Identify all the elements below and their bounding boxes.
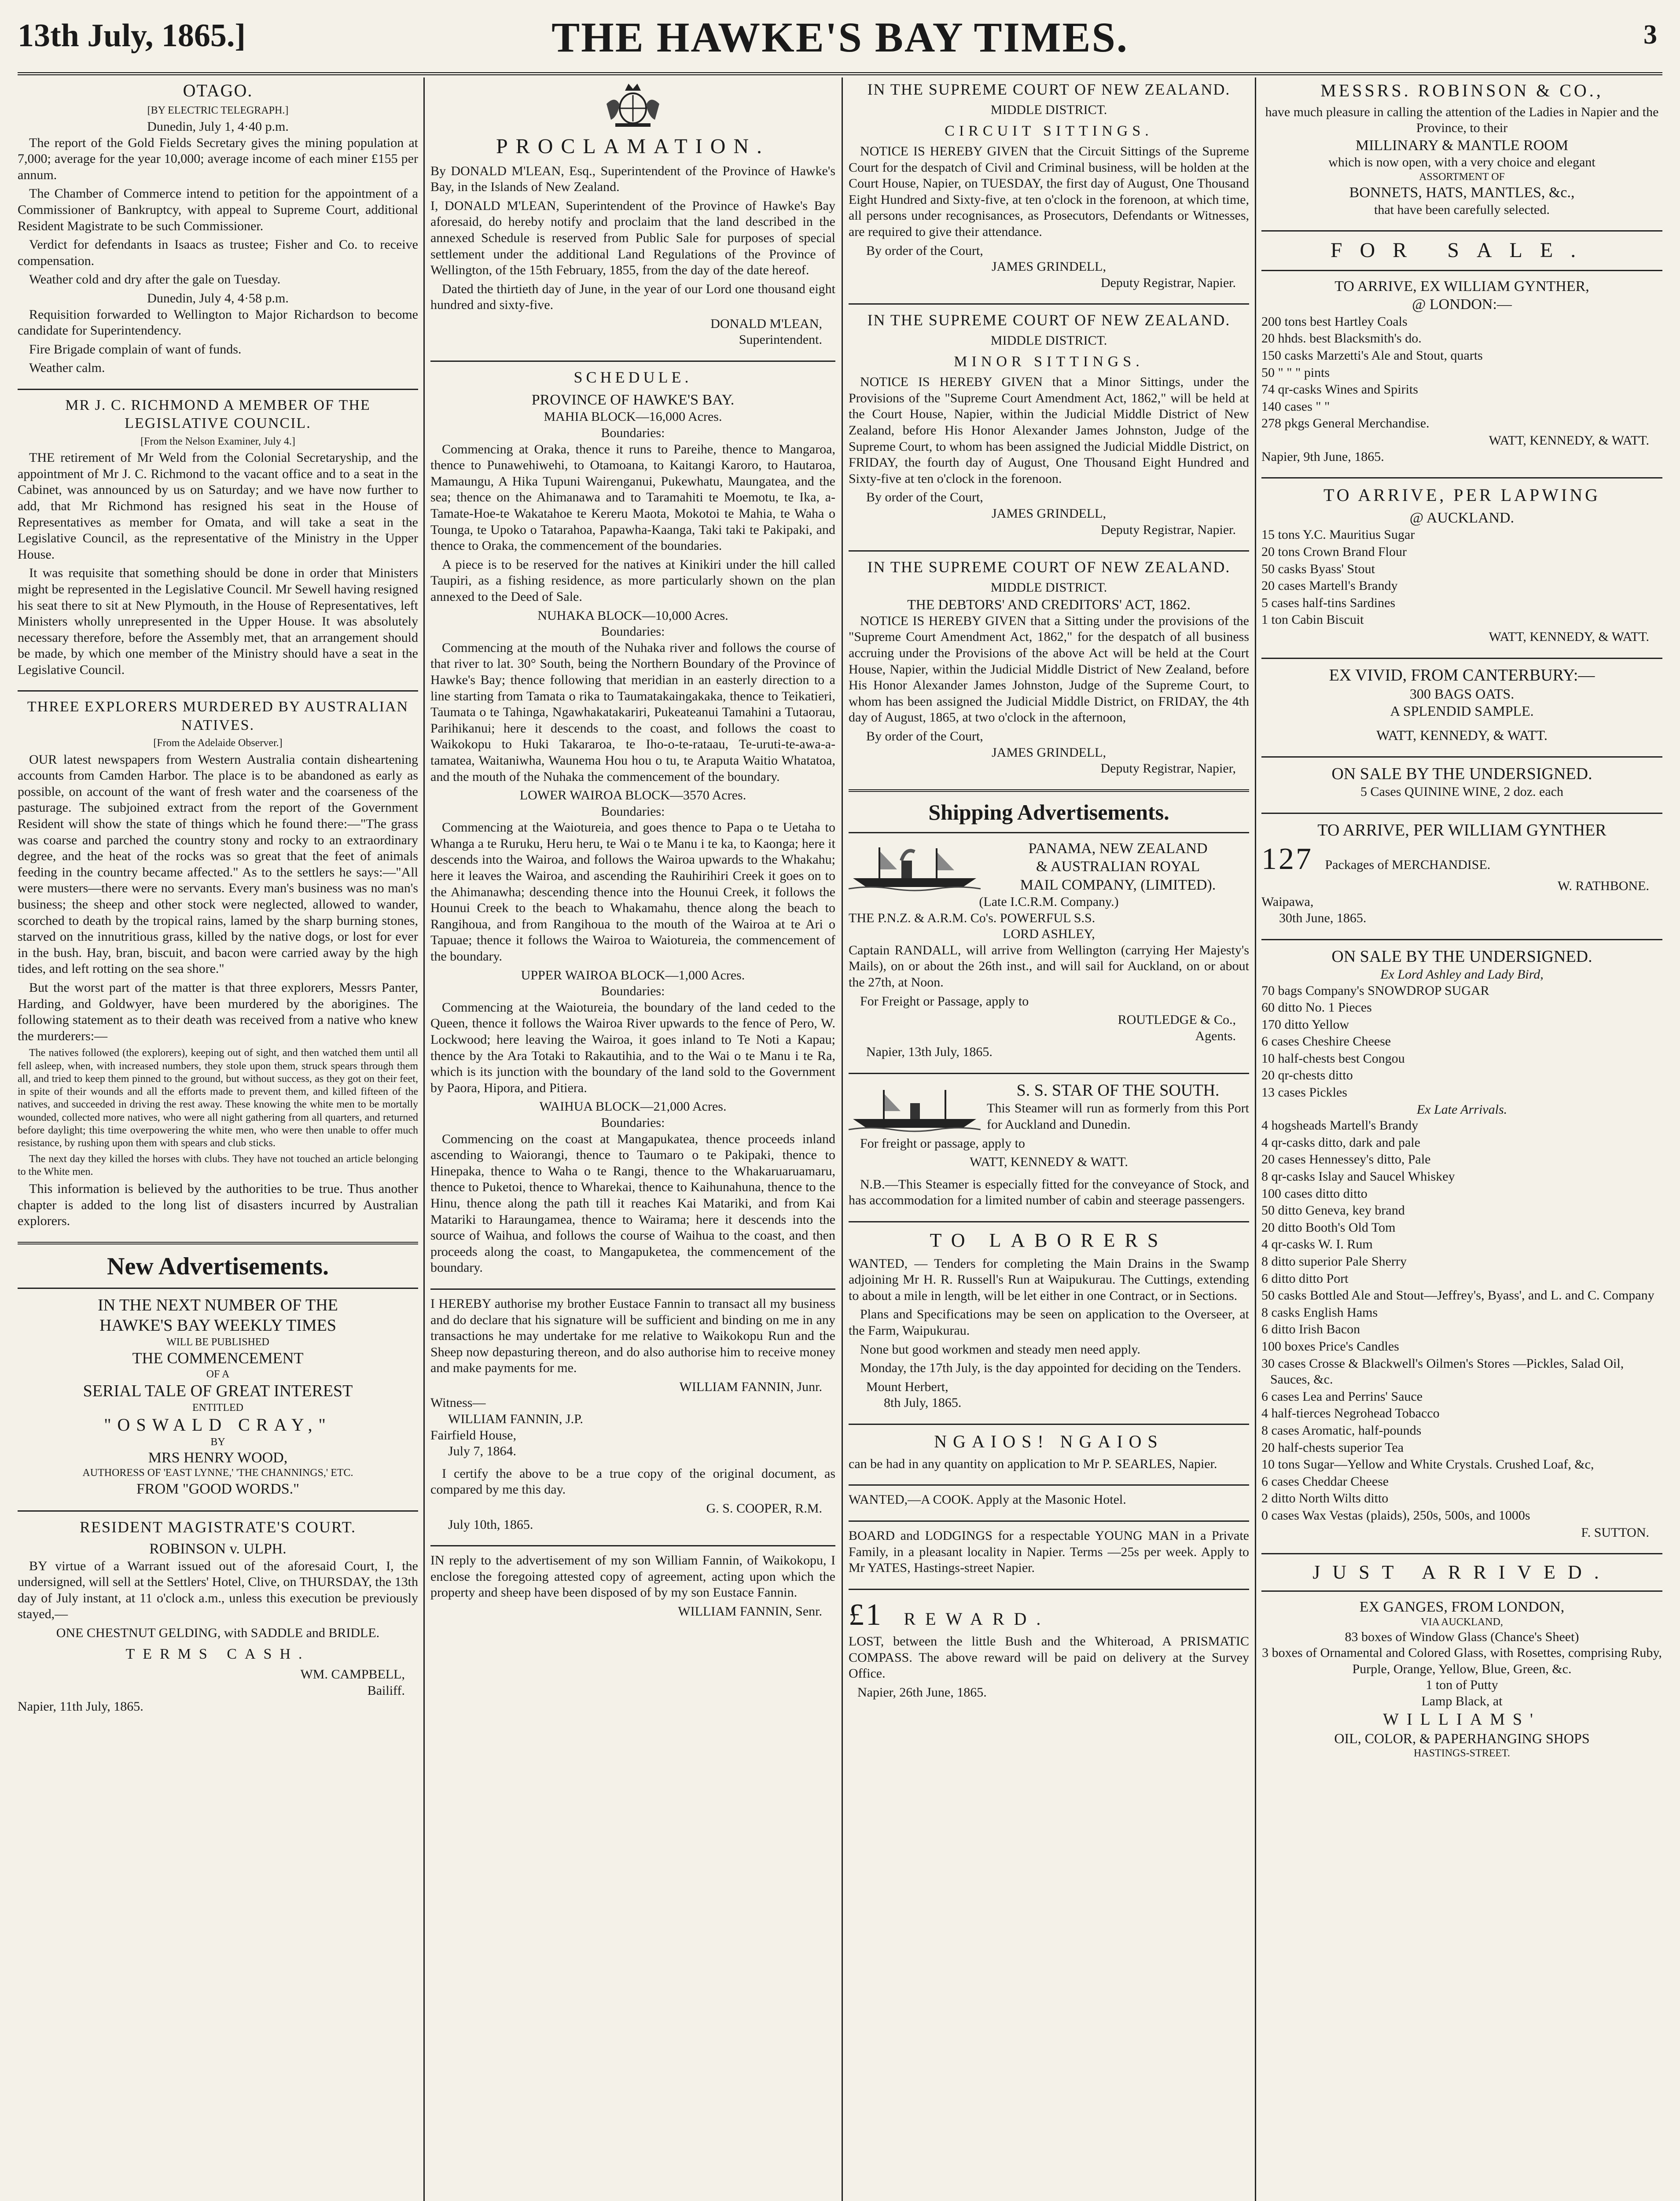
notice-minor-sittings (849, 311, 1249, 538)
byline: [BY ELECTRIC TELEGRAPH.] (147, 104, 289, 116)
item-list (1261, 314, 1662, 432)
schedule (430, 368, 835, 1276)
ad-title: RESIDENT MAGISTRATE'S COURT. (79, 1518, 357, 1536)
list-item: 20 ditto Booth's Old Tom (1261, 1220, 1396, 1235)
paragraph: Captain RANDALL, will arrive from Wellington (carrying Her Majesty's Mails), on or about the 26th inst., and will sail for Auckland, on or about the 27th, at Noon. (849, 942, 1249, 990)
list-item: 20 qr-chests ditto (1261, 1068, 1353, 1083)
order-line: By order of the Court, (866, 729, 983, 743)
list-item: 0 cases Wax Vestas (plaids), 250s, 500s, and 1000s (1261, 1508, 1530, 1523)
list-item: 8 casks English Hams (1261, 1305, 1378, 1320)
ad-date: 30th June, 1865. (1279, 910, 1367, 925)
ad-date: Napier, 11th July, 1865. (18, 1699, 143, 1714)
list-item: 15 tons Y.C. Mauritius Sugar (1261, 527, 1415, 542)
boundaries-label: Boundaries: (601, 1115, 665, 1130)
ad-title: TO ARRIVE, PER LAPWING (1323, 485, 1601, 505)
list-item: 4 qr-casks W. I. Rum (1261, 1237, 1373, 1252)
list-item: 20 hhds. best Blacksmith's do. (1261, 331, 1422, 346)
ad-reward (849, 1596, 1249, 1701)
list-item: 278 pkgs General Merchandise. (1261, 416, 1430, 431)
paragraph: By DONALD M'LEAN, Esq., Superintendent of the Province of Hawke's Bay, in the Islands of New Zealand. (430, 163, 835, 195)
paragraph: Weather calm. (29, 361, 105, 375)
ad-title: NGAIOS! NGAIOS (934, 1431, 1164, 1451)
ad-title: JUST ARRIVED. (1312, 1561, 1611, 1583)
steamship-icon (849, 1084, 981, 1132)
ad-line: (Late I.C.R.M. Company.) (979, 894, 1119, 909)
ad-line: PANAMA, NEW ZEALAND (1028, 840, 1208, 857)
paragraph: This information is believed by the authorities to be true. Thus another chapter is added to the long list of disasters incurred by Australian explorers. (18, 1181, 418, 1229)
divider (1261, 813, 1662, 814)
section-title: New Advertisements. (107, 1252, 329, 1280)
paragraph: Dated the thirtieth day of June, in the year of our Lord one thousand eight hundred and sixty-five. (430, 281, 835, 313)
list-item: 50 ditto Geneva, key brand (1261, 1203, 1405, 1218)
ad-line: that have been carefully selected. (1374, 202, 1550, 217)
notice-title: IN THE SUPREME COURT OF NEW ZEALAND. (867, 311, 1231, 329)
order-line: By order of the Court, (866, 490, 983, 505)
ad-line: "OSWALD CRAY," (104, 1414, 332, 1435)
signature: G. S. COOPER, R.M. (706, 1501, 822, 1516)
paragraph: Commencing at the Waiotureia, the boundary of the land ceded to the Queen, thence it follows the Wairoa River upwards to the fence of Pero, W. Lockwood; here leaving the Wairoa, it goes inland to Te Noti a Kapau; thence by the Ara Totaki to Rakautihia, and to the Wai o te Manu i te Ra, which is its junction with the boundary of the land sold to the Government by Paora, Hipora, and Pitiera. (430, 1000, 835, 1095)
list-item: 6 cases Cheddar Cheese (1261, 1474, 1389, 1489)
section-title: Shipping Advertisements. (928, 799, 1169, 824)
ad-title: S. S. STAR OF THE SOUTH. (1016, 1081, 1220, 1100)
proclamation (430, 77, 835, 348)
list-item: 30 cases Crosse & Blackwell's Oilmen's Stores —Pickles, Salad Oil, Sauces, &c. (1261, 1356, 1624, 1387)
ad-line: @ AUCKLAND. (1409, 510, 1515, 526)
newspaper-title: THE HAWKE'S BAY TIMES. (551, 14, 1129, 61)
dateline: Dunedin, July 1, 4·40 p.m. (147, 119, 289, 134)
signature: JAMES GRINDELL, (992, 259, 1106, 274)
ad-title: REWARD. (904, 1608, 1051, 1629)
divider (1261, 477, 1662, 478)
divider (1261, 939, 1662, 940)
ad-line: HAWKE'S BAY WEEKLY TIMES (99, 1316, 336, 1335)
divider (18, 1242, 418, 1244)
paragraph: Verdict for defendants in Isaacs as trustee; Fisher and Co. to receive compensation. (18, 237, 418, 268)
ad-line: EX GANGES, FROM LONDON, (1359, 1598, 1565, 1615)
source-line: [From the Adelaide Observer.] (153, 737, 283, 749)
ad-title: ON SALE BY THE UNDERSIGNED. (1331, 765, 1592, 784)
notice-subtitle: CIRCUIT SITTINGS. (945, 122, 1153, 139)
list-item: 50 casks Byass' Stout (1261, 561, 1375, 576)
ad-line: IN THE NEXT NUMBER OF THE (98, 1296, 338, 1315)
divider (1261, 1590, 1662, 1592)
ad-line: Packages of MERCHANDISE. (1325, 858, 1491, 872)
block-title: UPPER WAIROA BLOCK—1,000 Acres. (521, 968, 745, 983)
paragraph: For Freight or Passage, apply to (860, 994, 1029, 1008)
list-item: 8 cases Aromatic, half-pounds (1261, 1423, 1422, 1438)
signature: JAMES GRINDELL, (992, 506, 1106, 521)
paragraph: WANTED, — Tenders for completing the Main Drains in the Swamp adjoining Mr H. R. Russell's Run at Waipukurau. The Cuttings, extending to about a mile in length, will be let either in one Contract, or in Sections. (849, 1256, 1249, 1303)
divider (18, 1288, 418, 1289)
ad-for-sale (1261, 238, 1662, 465)
date: July 10th, 1865. (448, 1517, 533, 1532)
signature: WATT, KENNEDY, & WATT. (1489, 629, 1649, 644)
paragraph: I certify the above to be a true copy of the original document, as compared by me this day. (430, 1466, 835, 1497)
signature: ROUTLEDGE & Co., (1118, 1012, 1236, 1027)
notice-subtitle: THE DEBTORS' AND CREDITORS' ACT, 1862. (907, 596, 1191, 612)
list-item: 50 casks Bottled Ale and Stout—Jeffrey's, Byass', and L. and C. Company (1261, 1288, 1654, 1303)
list-item: 1 ton Cabin Biscuit (1261, 612, 1364, 627)
paragraph: N.B.—This Steamer is especially fitted for the conveyance of Stock, and has accommodation for a limited number of cabin and steerage passengers. (849, 1177, 1249, 1208)
article-otago (18, 80, 418, 376)
witness-label: Witness— (430, 1395, 486, 1410)
ad-laborers (849, 1229, 1249, 1411)
paragraph: IN reply to the advertisement of my son William Fannin, of Waikokopu, I enclose the foregoing attested copy of agreement, acting upon which the property and sheep have been disposed of by my son Eustace Fannin. (430, 1553, 835, 1600)
ad-line: TERMS CASH. (125, 1645, 310, 1662)
item-list (1261, 527, 1662, 628)
block-title: NUHAKA BLOCK—10,000 Acres. (537, 608, 728, 623)
ad-fannin-reply (430, 1553, 835, 1619)
divider (849, 832, 1249, 833)
divider (430, 1288, 835, 1290)
column-2 (430, 77, 835, 2201)
place: Waipawa, (1261, 894, 1314, 909)
ad-vivid (1261, 665, 1662, 744)
paragraph: can be had in any quantity on application to Mr P. SEARLES, Napier. (849, 1456, 1217, 1471)
ad-line: which is now open, with a very choice and elegant (1328, 155, 1595, 170)
ad-resident-magistrate (18, 1518, 418, 1715)
ad-line: VIA AUCKLAND, (1421, 1616, 1503, 1628)
list-item: 4 half-tierces Negrohead Tobacco (1261, 1406, 1440, 1421)
signature: WILLIAM FANNIN, Senr. (678, 1604, 822, 1619)
divider (849, 1424, 1249, 1425)
divider (18, 389, 418, 390)
paragraph: I, DONALD M'LEAN, Superintendent of the Province of Hawke's Bay aforesaid, do hereby notify and proclaim that the land described in the annexed Schedule is reserved from Public Sale for purposes of special settlement under the additional Land Regulations of the Province of Wellington, of the 15th February, 1855, from the day of the date hereof. (430, 198, 835, 278)
package-count: 127 (1261, 842, 1313, 876)
signature: F. SUTTON. (1581, 1525, 1649, 1540)
paragraph: Commencing at the Waiotureia, and goes thence to Papa o te Uetaha to Whanga a te Ruruku, Heru heru, te Wai o te Manu i te ka, to Kaonga; here it descends into the Wairoa, and follows the Wairoa upwards to the Whakahu; here it leaves the Wairoa, and ascending the Rauhirihiri Creek it goes on to the Ahimanawha; descending thence into the Hounui Creek, it follows the Hounui Creek to the beach to Whakamahu, thence along the beach to Rangihoua, and from Rangihoua to the mouth of the Wairoa at te Ari o Tapuae; thence it follows the Wairoa to Waiotureia, the commencement of the boundary. (430, 820, 835, 964)
column-3 (849, 77, 1249, 2201)
list-item: 2 ditto North Wilts ditto (1261, 1491, 1389, 1506)
ad-gynther (1261, 820, 1662, 927)
ad-line: BY (210, 1436, 225, 1448)
ad-fannin-authority (430, 1296, 835, 1533)
article-title: THREE EXPLORERS MURDERED BY AUSTRALIAN NATIVES. (27, 699, 409, 733)
ad-line: 3 boxes of Ornamental and Colored Glass, with Rosettes, comprising Ruby, Purple, Orange, Yellow, Blue, Green, &c. (1262, 1645, 1662, 1676)
notice-subtitle: MINOR SITTINGS. (954, 353, 1144, 370)
ad-line: ASSORTMENT OF (1419, 171, 1505, 183)
ad-williams (1261, 1561, 1662, 1760)
paragraph: Monday, the 17th July, is the day appointed for deciding on the Tenders. (860, 1361, 1241, 1376)
column-4 (1261, 77, 1662, 2201)
list-item: 74 qr-casks Wines and Spirits (1261, 382, 1418, 397)
source-line: [From the Nelson Examiner, July 4.] (140, 435, 295, 447)
page-number: 3 (1643, 20, 1657, 50)
ad-line: BONNETS, HATS, MANTLES, &c., (1349, 184, 1575, 201)
column-rule (842, 77, 843, 2201)
list-item: 8 qr-casks Islay and Saucel Whiskey (1261, 1169, 1455, 1184)
ad-line: HASTINGS-STREET. (1414, 1747, 1510, 1759)
list-item: 100 boxes Price's Candles (1261, 1339, 1399, 1354)
paragraph: None but good workmen and steady men need apply. (860, 1342, 1141, 1357)
list-item: 6 cases Lea and Perrins' Sauce (1261, 1389, 1423, 1404)
proclamation-title: PROCLAMATION. (496, 135, 770, 158)
list-item: 20 tons Crown Brand Flour (1261, 545, 1407, 559)
list-item: 20 cases Martell's Brandy (1261, 578, 1398, 593)
list-item: 10 tons Sugar—Yellow and White Crystals. Crushed Loaf, &c, (1261, 1457, 1594, 1472)
divider (849, 1073, 1249, 1074)
divider (849, 550, 1249, 552)
ad-line: FROM "GOOD WORDS." (136, 1480, 299, 1497)
column-1 (18, 77, 418, 2201)
reward-amount: £1 (849, 1597, 883, 1632)
signature: WATT, KENNEDY, & WATT. (1376, 727, 1548, 743)
ad-line: WILLIAMS' (1383, 1710, 1541, 1729)
divider (18, 690, 418, 692)
ad-star-of-south (849, 1080, 1249, 1209)
ad-line: TO ARRIVE, EX WILLIAM GYNTHER, (1334, 278, 1589, 294)
block-title: MAHIA BLOCK—16,000 Acres. (544, 409, 722, 424)
paragraph: LOST, between the little Bush and the Whiteroad, A PRISMATIC COMPASS. The above reward will be paid on delivery at the Survey Office. (849, 1634, 1249, 1681)
item-list (1261, 1118, 1662, 1524)
ad-lapwing (1261, 485, 1662, 645)
article-title: OTAGO. (183, 81, 253, 100)
district: MIDDLE DISTRICT. (990, 333, 1107, 348)
divider (849, 303, 1249, 305)
list-item: 8 ditto superior Pale Sherry (1261, 1254, 1407, 1269)
divider (1261, 756, 1662, 758)
notice-title: IN THE SUPREME COURT OF NEW ZEALAND. (867, 81, 1231, 98)
list-item: 200 tons best Hartley Coals (1261, 314, 1408, 329)
date: 8th July, 1865. (884, 1395, 962, 1410)
signature: Deputy Registrar, Napier, (1100, 761, 1236, 776)
ad-line: MAIL COMPANY, (LIMITED). (1020, 876, 1216, 893)
ad-line: MILLINARY & MANTLE ROOM (1355, 137, 1569, 154)
paragraph: The report of the Gold Fields Secretary gives the mining population at 7,000; average for the year 10,000; average income of each miner £155 per annum. (18, 135, 418, 182)
block-title: LOWER WAIROA BLOCK—3570 Acres. (519, 788, 746, 803)
list-item: 20 half-chests superior Tea (1261, 1440, 1404, 1455)
list-item: 50 " " " pints (1261, 365, 1330, 380)
ad-line: 1 ton of Putty (1426, 1678, 1498, 1693)
paragraph: BOARD and LODGINGS for a respectable YOUNG MAN in a Private Family, in a pleasant locality in Napier. Terms —25s per week. Apply to Mr YATES, Hastings-street Napier. (849, 1528, 1249, 1575)
ad-line: @ LONDON:— (1412, 296, 1512, 313)
ad-line: ONE CHESTNUT GELDING, with SADDLE and BRIDLE. (56, 1625, 380, 1640)
ad-line: OIL, COLOR, & PAPERHANGING SHOPS (1334, 1730, 1590, 1746)
article-explorers (18, 698, 418, 1229)
ad-line: THE P.N.Z. & A.R.M. Co's. POWERFUL S.S. (849, 910, 1095, 925)
issue-date: 13th July, 1865.] (18, 18, 246, 54)
ad-robinson (1261, 80, 1662, 218)
ad-title: TO ARRIVE, PER WILLIAM GYNTHER (1317, 821, 1606, 840)
steamship-icon (849, 843, 981, 891)
paragraph: Commencing on the coast at Mangapukatea, thence proceeds inland ascending to Waiorangi, thence to Taumaro o te Pakipaki, thence to Hinepaka, thence to Waha o te Rangi, thence to the Whakaruaruamaru, thence to Puketoi, thence to Wharekai, thence to Kaihunahuna, thence to the Hinu, thence along the path till it reaches Kai Matariki, and from Kai Matariki to Haraungamea, thence to Wairama; here it descends into the source of Waihua, and follows the course of Waihua to the coast, and then proceeds along the coast, to Mangapuketea, the commencement of the boundary. (430, 1131, 835, 1275)
ad-line: LORD ASHLEY, (1003, 927, 1095, 942)
ad-line: Ex Lord Ashley and Lady Bird, (1380, 967, 1544, 982)
paragraph: This Steamer will run as formerly from this Port for Auckland and Dunedin. (987, 1101, 1249, 1132)
ad-title: FOR SALE. (1330, 239, 1594, 262)
list-item: 20 cases Hennessey's ditto, Pale (1261, 1152, 1431, 1167)
ad-line: 5 Cases QUININE WINE, 2 doz. each (1360, 784, 1563, 799)
block-title: WAIHUA BLOCK—21,000 Acres. (539, 1099, 727, 1114)
divider (849, 1589, 1249, 1590)
ad-line: have much pleasure in calling the attention of the Ladies in Napier and the Province, to their (1265, 104, 1659, 136)
date: July 7, 1864. (448, 1444, 517, 1459)
list-item: 4 hogsheads Martell's Brandy (1261, 1118, 1419, 1133)
notice-title: IN THE SUPREME COURT OF NEW ZEALAND. (867, 558, 1231, 576)
schedule-province: PROVINCE OF HAWKE'S BAY. (531, 391, 735, 408)
schedule-title: SCHEDULE. (573, 368, 692, 386)
paragraph: BY virtue of a Warrant issued out of the aforesaid Court, I, the undersigned, will sell at the Settlers' Hotel, Clive, on THURSDAY, the 13th day of July instant, at 11 o'clock a.m., unless this execution be previously stayed,— (18, 1558, 418, 1622)
paragraph: The natives followed (the explorers), keeping out of sight, and then watched them until all fell asleep, when, with increased numbers, they stole upon them, struck spears through them all, and tried to keep them pinned to the ground, but without success, as they got on their feet, in spite of their wounds and all the efforts made to prevent them, and killed fifteen of the natives, and succeeded in driving the rest away. These knowing the white men to be mortally wounded, collected more natives, who were all night gathering from all quarters, and returned before daylight; this time overpowering the white men, who were then unable to offer much resistance, by rushing upon them with spears and club sticks. (18, 1047, 418, 1149)
paragraph: Requisition forwarded to Wellington to Major Richardson to become candidate for Superintendency. (18, 307, 418, 338)
ad-line: SERIAL TALE OF GREAT INTEREST (83, 1382, 353, 1401)
signature: Superintendent. (739, 332, 822, 347)
place: Fairfield House, (430, 1428, 516, 1443)
masthead (18, 6, 1662, 75)
paragraph: Fire Brigade complain of want of funds. (29, 342, 242, 357)
divider (849, 1484, 1249, 1486)
signature: DONALD M'LEAN, (710, 316, 822, 331)
ad-quinine (1261, 764, 1662, 800)
ad-title: ON SALE BY THE UNDERSIGNED. (1331, 947, 1592, 966)
signature: Deputy Registrar, Napier. (1100, 275, 1236, 290)
paragraph: For freight or passage, apply to (860, 1136, 1025, 1151)
paragraph: WANTED,—A COOK. Apply at the Masonic Hotel. (849, 1492, 1126, 1507)
ad-line: ROBINSON v. ULPH. (149, 1541, 287, 1557)
paragraph: I HEREBY authorise my brother Eustace Fannin to transact all my business and do declare that his signature will be sufficient and binding on me in any transactions he may undertake for me relative to Waikokopu Run and the Sheep now depasturing thereon, and do also authorise him to receive money and make payments for me. (430, 1296, 835, 1376)
paragraph: OUR latest newspapers from Western Australia contain disheartening accounts from Camden Harbor. The place is to be abandoned as early as possible, on account of the want of fresh water and the coarseness of the pasturage. The subjoined extract from the report of the Government Resident will show the state of things which he found there:—"The grass was coarse and parched the country stony and rocky to an extraordinary degree, and the heat of the rocks was so great that the feet of animals feeding in the country became affected." As to the settlers he says:—"All were musters—there were no servants. Every man's business was no man's business; the sheep and other stock were neglected, allowed to wander, scorched to death by the tropical rains, lamed by the sharp burning stones, starved on the innutritious grass, killed by the native dogs, or lost for ever in the bush. Hay, bran, biscuit, and bacon were carried away by the high tides, and left rotting on the sea shore." (18, 752, 418, 976)
boundaries-label: Boundaries: (601, 984, 665, 999)
divider (18, 1510, 418, 1512)
ad-title: MESSRS. ROBINSON & CO., (1320, 81, 1603, 100)
signature: W. RATHBONE. (1557, 878, 1649, 893)
signature: WILLIAM FANNIN, Junr. (679, 1379, 822, 1394)
list-item: 6 ditto ditto Port (1261, 1271, 1349, 1286)
boundaries-label: Boundaries: (601, 624, 665, 639)
ad-title: TO LABORERS (930, 1229, 1168, 1251)
ad-ngaios (849, 1431, 1249, 1472)
list-item: 10 half-chests best Congou (1261, 1051, 1405, 1066)
paragraph: Commencing at the mouth of the Nuhaka river and follows the course of that river to lat. 30° South, being the Northern Boundary of the Province of Hawke's Bay; thence following that meridian in an easterly direction to a line starting from Tamata o rika to Taumatakaingakaka, thence to Teikatieri, Taumata o te Tahinga, Ngawhakatakariri, Pukeateanui Tamahini a Tutaorau, Parihikanui; here it descends to the coast, and follows the coast to Waikokopu to Huki Takararoa, te Iho-o-te-rataau, Te-uruti-te-awa-a-tamatea, Waitaniwha, Waunema Hou hou o tu, te Araputa Waitio Whatatoa, and the mouth of the Nuhaka the commencement of the boundary. (430, 640, 835, 784)
ad-line: Lamp Black, at (1421, 1693, 1503, 1708)
ad-date: Napier, 13th July, 1865. (866, 1045, 993, 1060)
ad-board-lodging (849, 1528, 1249, 1576)
signature: Bailiff. (367, 1683, 405, 1698)
ad-line: & AUSTRALIAN ROYAL (1036, 858, 1200, 875)
list-item: 170 ditto Yellow (1261, 1017, 1349, 1032)
list-item: 150 casks Marzetti's Ale and Stout, quarts (1261, 348, 1483, 363)
paragraph: Commencing at Oraka, thence it runs to Pareihe, thence to Mangaroa, thence to Punawehiwehi, to Otamoana, to Kaitangi Karoro, to Hautaroa, Mamaungu, A Hika Tupuni Wairenganui, Pukewhatu, Maungatea, and the sea; thence on the Ahimanawa and to Taramahiti te Moemotu, te Ika, a-Tamate-Hoe-te Wakatahoe te Kereru Maota, Mokotoi te Mahia, te Waha o Tounga, te Upoko o Tatarahoa, Papawha-Kaanga, Taki taki te Pakipaki, and thence to Oraka, the commencement of the boundaries. (430, 442, 835, 553)
notice-debtors-creditors (849, 558, 1249, 777)
signature: WM. CAMPBELL, (300, 1667, 405, 1682)
ad-line: THE COMMENCEMENT (132, 1349, 304, 1367)
paragraph: The Chamber of Commerce intend to petition for the appointment of a Commissioner of Bankruptcy, with appeal to Supreme Court, additional Resident Magistrate to be such Commissioner. (18, 186, 418, 233)
divider (1261, 1553, 1662, 1554)
ad-line: ENTITLED (192, 1402, 243, 1413)
ad-cook (849, 1492, 1249, 1508)
list-item: 4 qr-casks ditto, dark and pale (1261, 1135, 1420, 1150)
royal-crest-icon (598, 77, 668, 130)
article-title: MR J. C. RICHMOND A MEMBER OF THE LEGISLATIVE COUNCIL. (65, 397, 371, 432)
paragraph: NOTICE IS HEREBY GIVEN that a Sitting under the provisions of the "Supreme Court Amendment Act, 1862," for the despatch of all business accruing under the Provisions of the above Act will be held at the Court House, Napier, within the Judicial Middle District of New Zealand, before His Honor Alexander James Johnston, Judge of the Supreme Court, to whom has been assigned the Judicial Middle District, on FRIDAY, the 4th day of August, 1865, at two o'clock in the afternoon, (849, 613, 1249, 725)
signature: Agents. (1195, 1028, 1236, 1043)
article-richmond (18, 396, 418, 678)
ad-line: MRS HENRY WOOD, (148, 1449, 288, 1466)
paragraph: NOTICE IS HEREBY GIVEN that a Minor Sittings, under the Provisions of the "Supreme Court Amendment Act, 1862," will be held at the Court House, Napier, within the Judicial Middle District of New Zealand, before His Honor Alexander James Johnston, Judge of the Supreme Court, to whom has been assigned the Judicial Middle District, on FRIDAY, the fourth day of August, One Thousand Eight Hundred and Sixty-five at ten o'clock in the forenoon. (849, 375, 1249, 486)
ad-panama-mail (849, 839, 1249, 1060)
signature: WATT, KENNEDY & WATT. (970, 1155, 1128, 1170)
paragraph: Plans and Specifications may be seen on application to the Overseer, at the Farm, Waipukurau. (849, 1307, 1249, 1338)
paragraph: NOTICE IS HEREBY GIVEN that the Circuit Sittings of the Supreme Court for the despatch of Civil and Criminal business, will be holden at the Court House, Napier, on TUESDAY, the first day of August, One Thousand Eight Hundred and Sixty-five, at ten o'clock in the forenoon, at which time, all persons under recognisances, as Prosecutors, Defendants or Witnesses, are required to give their attendance. (849, 144, 1249, 239)
item-list (1261, 983, 1662, 1101)
ad-line: AUTHORESS OF 'EAST LYNNE,' 'THE CHANNINGS,' ETC. (82, 1467, 353, 1479)
divider (1261, 658, 1662, 659)
divider (1261, 270, 1662, 271)
ad-line: A SPLENDID SAMPLE. (1390, 703, 1534, 719)
ad-line: WILL BE PUBLISHED (166, 1336, 269, 1348)
divider (849, 1221, 1249, 1222)
witness-name: WILLIAM FANNIN, J.P. (448, 1412, 583, 1427)
ad-date: Napier, 26th June, 1865. (857, 1685, 987, 1700)
signature: WATT, KENNEDY, & WATT. (1489, 433, 1649, 448)
district: MIDDLE DISTRICT. (990, 580, 1107, 595)
boundaries-label: Boundaries: (601, 804, 665, 819)
list-item: 5 cases half-tins Sardines (1261, 595, 1396, 610)
dateline: Dunedin, July 4, 4·58 p.m. (147, 291, 289, 305)
signature: JAMES GRINDELL, (992, 745, 1106, 760)
order-line: By order of the Court, (866, 243, 983, 258)
paragraph: Weather cold and dry after the gale on Tuesday. (29, 272, 281, 287)
boundaries-label: Boundaries: (601, 426, 665, 441)
list-item: 6 cases Cheshire Cheese (1261, 1034, 1391, 1049)
ad-line: 300 BAGS OATS. (1409, 685, 1515, 702)
paragraph: But the worst part of the matter is that three explorers, Messrs Panter, Harding, and Goldwyer, have been murdered by the aborigines. The following statement as to their death was received from a native who knew the murderers:— (18, 980, 418, 1043)
place: Mount Herbert, (866, 1379, 948, 1394)
divider (849, 789, 1249, 792)
ad-line: OF A (206, 1369, 230, 1380)
divider (849, 1520, 1249, 1522)
list-item: 13 cases Pickles (1261, 1085, 1347, 1100)
divider (430, 361, 835, 362)
ad-date: Napier, 9th June, 1865. (1261, 449, 1384, 464)
list-item: 6 ditto Irish Bacon (1261, 1322, 1360, 1337)
divider (1261, 230, 1662, 232)
column-rule (423, 77, 425, 2201)
list-item: 140 cases " " (1261, 399, 1330, 414)
list-item: 70 bags Company's SNOWDROP SUGAR (1261, 983, 1489, 998)
divider (430, 1545, 835, 1546)
list-item: 100 cases ditto ditto (1261, 1186, 1368, 1201)
ad-line: 83 boxes of Window Glass (Chance's Sheet) (1345, 1629, 1579, 1644)
column-rule (1255, 77, 1256, 2201)
ad-serial-tale (18, 1295, 418, 1498)
ad-sutton (1261, 946, 1662, 1541)
paragraph: A piece is to be reserved for the natives at Kinikiri under the hill called Taupiri, as a fishing residence, as more particularly shown on the plan annexed to the Deed of Sale. (430, 557, 835, 604)
paragraph: THE retirement of Mr Weld from the Colonial Secretaryship, and the appointment of Mr J. C. Richmond to the vacant office and to a seat in the Cabinet, was announced by us on Saturday; and we have now further to add, that Mr Richmond has resigned his seat in the House of Representatives as member for Omata, and will take a seat in the Legislative Council, as the representative of the Ministry in the Upper House. (18, 450, 418, 562)
notice-circuit-sittings (849, 80, 1249, 291)
paragraph: The next day they killed the horses with clubs. They have not touched an article belonging to the White men. (18, 1153, 418, 1178)
list-item: 60 ditto No. 1 Pieces (1261, 1000, 1372, 1015)
ad-title: EX VIVID, FROM CANTERBURY:— (1329, 666, 1595, 685)
signature: Deputy Registrar, Napier. (1100, 522, 1236, 537)
paragraph: It was requisite that something should be done in order that Ministers might be represented in the Legislative Council. Mr Sewell having resigned his seat there to sit at New Plymouth, in the House of Representatives, left Ministers wholly unrepresented in the Upper House. It was absolutely necessary therefore, before the Assembly met, that an arrangement should be made, by which one member of the Ministry should have a seat in the Legislative Council. (18, 566, 418, 677)
ad-line: Ex Late Arrivals. (1416, 1102, 1507, 1117)
district: MIDDLE DISTRICT. (990, 102, 1107, 117)
